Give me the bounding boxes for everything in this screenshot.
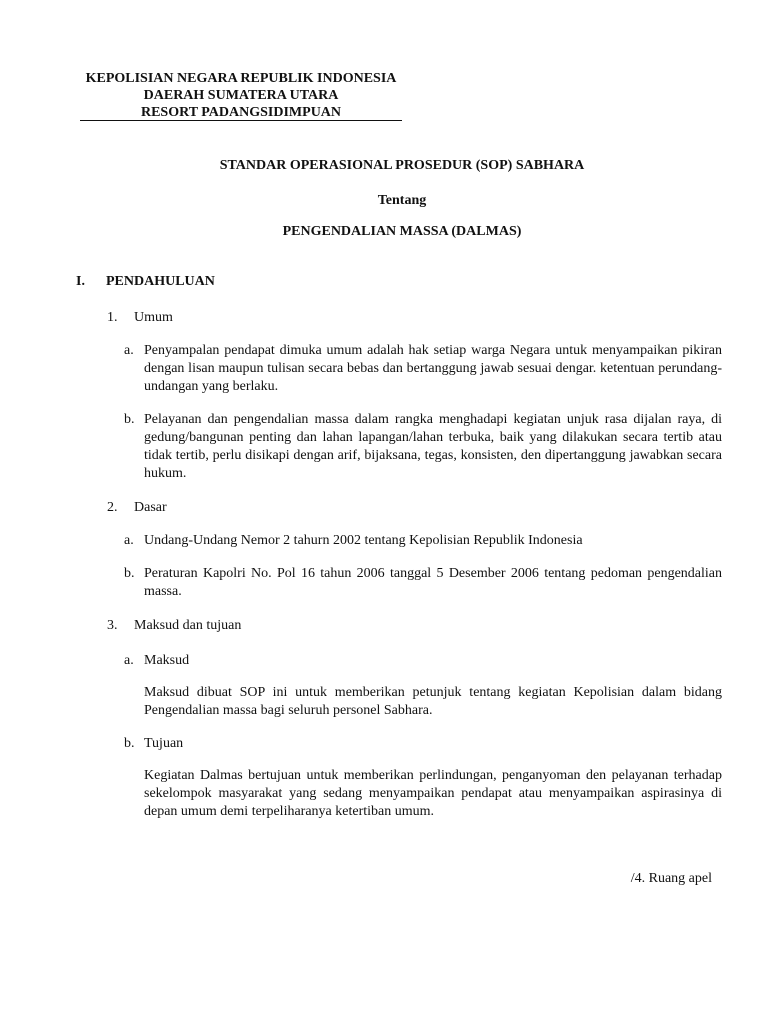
subitem-marker: b. bbox=[124, 566, 135, 581]
subitem-text: Penyampalan pendapat dimuka umum adalah hak setiap warga Negara untuk menyampaikan pikiran dengan lisan maupun tulisan secara bebas dan bertanggung jawab sesuai dengar. ketentuan perundang-undangan yang berlaku. bbox=[144, 343, 722, 394]
item-title: Dasar bbox=[134, 500, 167, 515]
item-title: Umum bbox=[134, 310, 173, 325]
document-subject: PENGENDALIAN MASSA (DALMAS) bbox=[282, 224, 522, 239]
subitem-dasar-b bbox=[124, 565, 722, 601]
item-number: 3. bbox=[107, 618, 118, 633]
document-title: STANDAR OPERASIONAL PROSEDUR (SOP) SABHARA bbox=[219, 158, 585, 173]
subitem-umum-b bbox=[124, 411, 722, 483]
letterhead-divider bbox=[80, 120, 402, 121]
subitem-marker: a. bbox=[124, 533, 134, 548]
page-continuation: /4. Ruang apel bbox=[630, 871, 712, 886]
section-heading bbox=[76, 273, 215, 291]
item-number: 2. bbox=[107, 500, 118, 515]
subitem-marker: a. bbox=[124, 343, 134, 358]
tujuan-paragraph: Kegiatan Dalmas bertujuan untuk memberikan perlindungan, penganyoman den pelayanan terhadap sekelompok masyarakat yang sedang menyampaikan pendapat atau menyampaikan aspirasinya di depan umum demi terpeliharanya ketertiban umum. bbox=[144, 768, 722, 819]
subitem-title: Tujuan bbox=[144, 736, 184, 751]
section-number: I. bbox=[76, 274, 85, 289]
subitem-text: Pelayanan dan pengendalian massa dalam rangka menghadapi kegiatan unjuk rasa dijalan raya, di gedung/bangunan penting dan lahan lapangan/lahan terbuka, baik yang dilakukan secara tertib atau tidak tertib, perlu disikapi dengan arif, bijaksana, tegas, konsisten, den dipertanggung jawabkan secara hukum. bbox=[144, 412, 722, 481]
subitem-marker: b. bbox=[124, 412, 135, 427]
letterhead bbox=[80, 70, 402, 121]
letterhead-line-1: KEPOLISIAN NEGARA REPUBLIK INDONESIA bbox=[85, 71, 397, 86]
maksud-paragraph: Maksud dibuat SOP ini untuk memberikan petunjuk tentang kegiatan Kepolisian dalam bidang Pengendalian massa bagi seluruh personel Sabhara. bbox=[144, 685, 722, 718]
subitem-text: Undang-Undang Nemor 2 tahurn 2002 tentang Kepolisian Republik Indonesia bbox=[144, 533, 583, 548]
subitem-dasar-a bbox=[124, 532, 722, 550]
letterhead-line-3: RESORT PADANGSIDIMPUAN bbox=[140, 105, 342, 120]
subitem-marker: b. bbox=[124, 736, 135, 751]
section-title: PENDAHULUAN bbox=[106, 274, 215, 289]
subitem-tujuan-heading bbox=[124, 735, 722, 753]
subitem-umum-a bbox=[124, 342, 722, 396]
subitem-text: Peraturan Kapolri No. Pol 16 tahun 2006 tanggal 5 Desember 2006 tentang pedoman pengendalian massa. bbox=[144, 566, 722, 599]
subitem-title: Maksud bbox=[144, 653, 190, 668]
subitem-marker: a. bbox=[124, 653, 134, 668]
letterhead-line-2: DAERAH SUMATERA UTARA bbox=[143, 88, 339, 103]
document-about: Tentang bbox=[377, 193, 427, 208]
item-heading-dasar bbox=[107, 499, 167, 517]
item-heading-maksud-tujuan bbox=[107, 617, 241, 635]
subitem-maksud-heading bbox=[124, 652, 722, 670]
item-number: 1. bbox=[107, 310, 118, 325]
item-heading-umum bbox=[107, 309, 173, 327]
item-title: Maksud dan tujuan bbox=[134, 618, 242, 633]
